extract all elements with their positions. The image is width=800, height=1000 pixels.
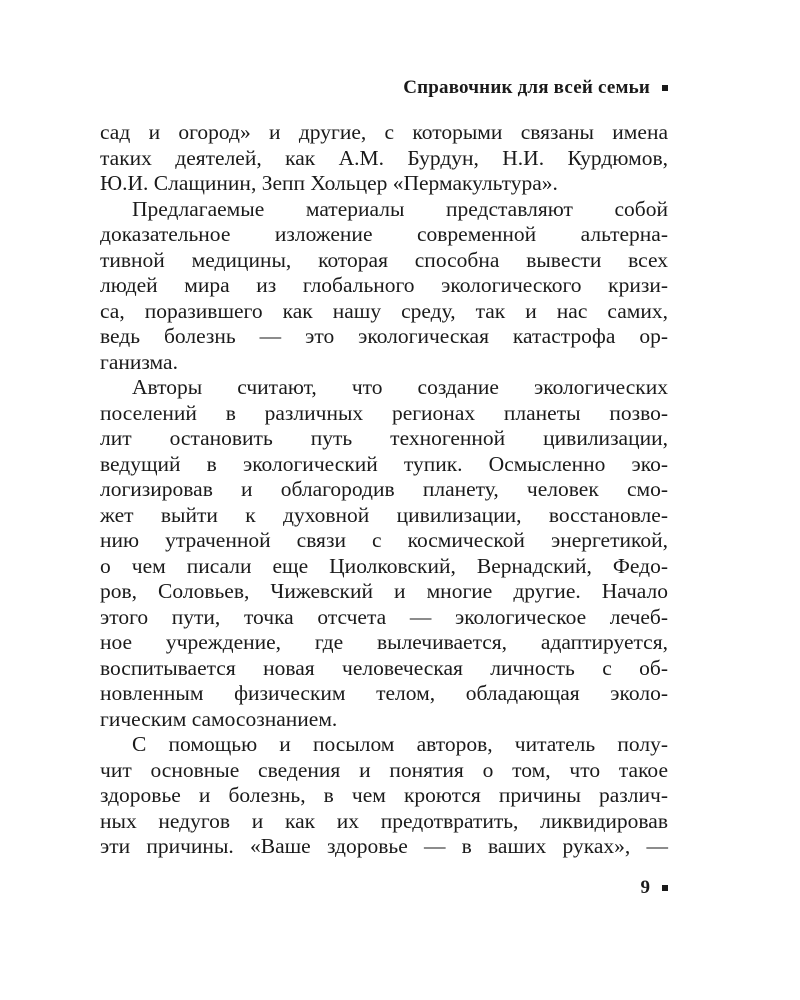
text-line: сад и огород» и другие, с которыми связаны имена — [100, 120, 668, 144]
text-line: ведущий в экологический тупик. Осмысленно эко- — [100, 451, 668, 476]
text-line: ведь болезнь — это экологическая катастрофа ор- — [100, 324, 668, 348]
text-line: о чем писали еще Циолковский, Вернадский, Федо- — [100, 553, 668, 578]
text-line: доказательное изложение современной альтерна- — [100, 222, 668, 246]
text-line: этого пути, точка отсчета — экологическое лечеб- — [100, 604, 668, 629]
running-title: Справочник для всей семьи — [403, 77, 650, 98]
text-line: жет выйти к духовной цивилизации, восстановле- — [100, 502, 668, 527]
text-line: Ю.И. Слащинин, Зепп Хольцер «Пермакультура». — [100, 171, 558, 195]
running-header — [100, 76, 668, 100]
header-bullet-icon — [662, 85, 668, 91]
text-line: таких деятелей, как А.М. Бурдун, Н.И. Курдюмов, — [100, 145, 668, 170]
text-line: здоровье и болезнь, в чем кроются причины различ- — [100, 783, 668, 807]
text-line: новленным физическим телом, обладающая эколо- — [100, 681, 668, 705]
text-line: ганизма. — [100, 349, 178, 374]
text-line: са, поразившего как нашу среду, так и нас самих, — [100, 298, 668, 323]
text-line: поселений в различных регионах планеты позво- — [100, 400, 668, 425]
text-line: эти причины. «Ваше здоровье — в ваших руках», — — [100, 834, 668, 858]
text-line: лит остановить путь техногенной цивилизации, — [100, 426, 668, 450]
text-line: чит основные сведения и понятия о том, что такое — [100, 757, 668, 782]
text-line: логизировав и облагородив планету, человек смо- — [100, 477, 668, 501]
text-line: гическим самосознанием. — [100, 706, 338, 731]
text-line: Авторы считают, что создание экологических — [132, 375, 668, 399]
page-number: 9 — [640, 877, 650, 898]
text-line: воспитывается новая человеческая личность с об- — [100, 655, 668, 680]
text-line: С помощью и посылом авторов, читатель полу- — [132, 732, 668, 756]
text-line: нию утраченной связи с космической энергетикой, — [100, 528, 668, 552]
text-line: тивной медицины, которая способна вывести всех — [100, 247, 668, 272]
text-line: ров, Соловьев, Чижевский и многие другие. Начало — [100, 579, 668, 603]
text-line: людей мира из глобального экологического кризи- — [100, 273, 668, 297]
text-line: ное учреждение, где вылечивается, адаптируется, — [100, 630, 668, 654]
page-footer — [100, 876, 668, 900]
text-line: Предлагаемые материалы представляют собой — [132, 196, 668, 221]
body-text — [100, 120, 668, 860]
text-line: ных недугов и как их предотвратить, ликвидировав — [100, 808, 668, 833]
footer-bullet-icon — [662, 885, 668, 891]
